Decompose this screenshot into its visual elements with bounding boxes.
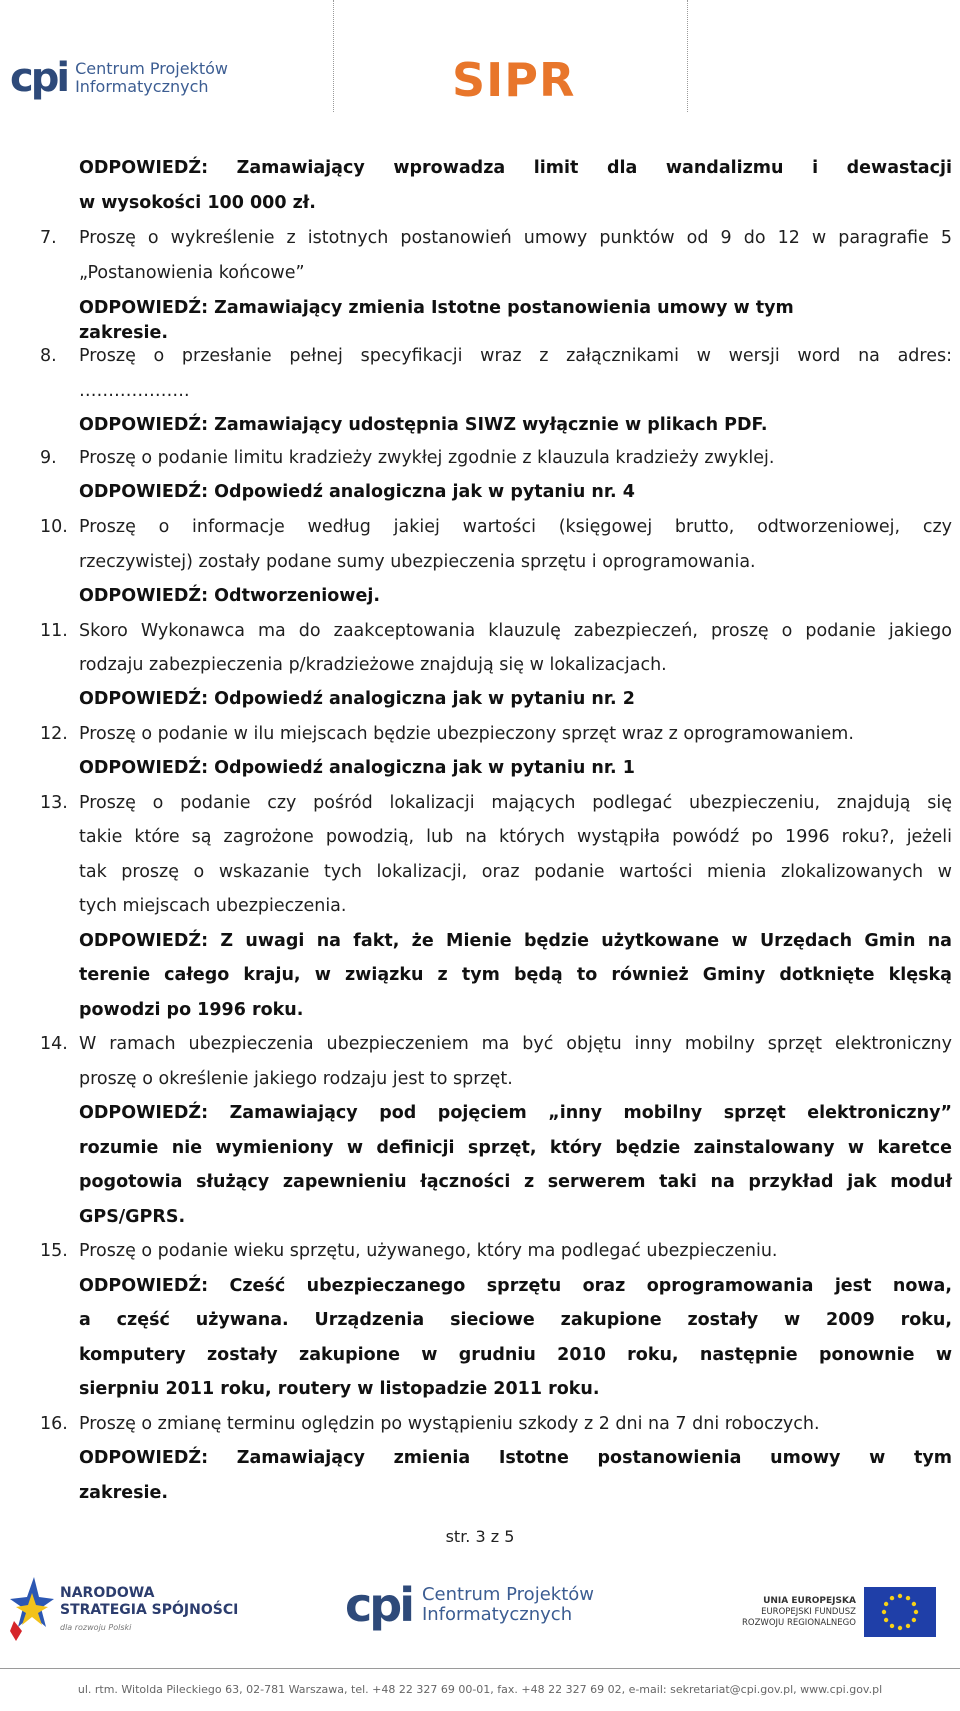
- question-number: 13.: [40, 793, 68, 813]
- eu-star-icon: [898, 1594, 902, 1598]
- question-line: proszę o określenie jakiego rodzaju jest to sprzęt.: [79, 1069, 513, 1089]
- question-number: 15.: [40, 1241, 68, 1261]
- answer-line: w wysokości 100 000 zł.: [79, 193, 316, 213]
- cpi-name-line2: Informatycznych: [75, 77, 209, 96]
- question-line: Proszę o podanie limitu kradzieży zwykłej zgodnie z klauzula kradzieży zwyklej.: [79, 448, 775, 468]
- question-line: Proszę o wykreślenie z istotnych postanowień umowy punktów od 9 do 12 w paragrafie 5: [79, 228, 952, 248]
- question-line: Proszę o podanie czy pośród lokalizacji mających podlegać ubezpieczeniu, znajdują się: [79, 793, 952, 813]
- page-footer: [0, 1565, 960, 1711]
- cpi-logo-text: [75, 60, 228, 96]
- star-icon: [8, 1575, 54, 1645]
- eu-star-icon: [890, 1596, 894, 1600]
- answer-line: ODPOWIEDŹ: Odpowiedź analogiczna jak w pytaniu nr. 1: [79, 758, 635, 778]
- eu-star-icon: [898, 1626, 902, 1630]
- eu-star-icon: [884, 1618, 888, 1622]
- eu-star-icon: [912, 1602, 916, 1606]
- question-line: tych miejscach ubezpieczenia.: [79, 896, 347, 916]
- answer-line: ODPOWIEDŹ: Zamawiający zmienia Istotne postanowienia umowy w tym: [79, 298, 794, 318]
- answer-line: a część używana. Urządzenia sieciowe zakupione zostały w 2009 roku,: [79, 1310, 952, 1330]
- question-line: Proszę o podanie w ilu miejscach będzie ubezpieczony sprzęt wraz z oprogramowaniem.: [79, 724, 854, 744]
- eu-star-icon: [882, 1610, 886, 1614]
- question-number: 12.: [40, 724, 68, 744]
- nss-line2: STRATEGIA SPÓJNOŚCI: [60, 1601, 239, 1618]
- page-header: [0, 0, 960, 115]
- answer-line: ODPOWIEDŹ: Odpowiedź analogiczna jak w pytaniu nr. 4: [79, 482, 635, 502]
- question-line: Proszę o informacje według jakiej wartości (księgowej brutto, odtworzeniowej, czy: [79, 517, 952, 537]
- answer-line: ODPOWIEDŹ: Zamawiający zmienia Istotne postanowienia umowy w tym: [79, 1448, 952, 1468]
- question-line: Skoro Wykonawca ma do zaakceptowania klauzulę zabezpieczeń, proszę o podanie jakiego: [79, 621, 952, 641]
- question-number: 8.: [40, 346, 57, 366]
- answer-line: komputery zostały zakupione w grudniu 2010 roku, następnie ponownie w: [79, 1345, 952, 1365]
- answer-line: ODPOWIEDŹ: Odpowiedź analogiczna jak w pytaniu nr. 2: [79, 689, 635, 709]
- answer-line: ODPOWIEDŹ: Cześć ubezpieczanego sprzętu oraz oprogramowania jest nowa,: [79, 1276, 952, 1296]
- eu-line2: EUROPEJSKI FUNDUSZ: [761, 1606, 856, 1617]
- nss-logo: [8, 1575, 238, 1645]
- question-line: takie które są zagrożone powodzią, lub na których wystąpiła powódź po 1996 roku?, jeżeli: [79, 827, 952, 847]
- question-line: Proszę o podanie wieku sprzętu, używanego, który ma podlegać ubezpieczeniu.: [79, 1241, 778, 1261]
- eu-star-icon: [884, 1602, 888, 1606]
- cpi-logo: [10, 55, 228, 101]
- question-line: Proszę o zmianę terminu oględzin po wystąpieniu szkody z 2 dni na 7 dni roboczych.: [79, 1414, 820, 1434]
- answer-line: rozumie nie wymieniony w definicji sprzęt, który będzie zainstalowany w karetce: [79, 1138, 952, 1158]
- answer-line: sierpniu 2011 roku, routery w listopadzie 2011 roku.: [79, 1379, 600, 1399]
- cpi-footer-mark: cpi: [345, 1578, 412, 1632]
- eu-star-icon: [912, 1618, 916, 1622]
- answer-line: ODPOWIEDŹ: Zamawiający pod pojęciem „inny mobilny sprzęt elektroniczny”: [79, 1103, 952, 1123]
- question-line: rodzaju zabezpieczenia p/kradzieżowe znajdują się w lokalizacjach.: [79, 655, 667, 675]
- cpi-logo-mark: cpi: [10, 55, 68, 101]
- eu-line3: ROZWOJU REGIONALNEGO: [742, 1617, 856, 1628]
- footer-divider: [0, 1668, 960, 1669]
- nss-sub: dla rozwoju Polski: [60, 1622, 132, 1632]
- question-line: ……………….: [79, 381, 190, 401]
- answer-line: GPS/GPRS.: [79, 1207, 186, 1227]
- eu-flag-icon: [864, 1587, 936, 1637]
- question-number: 16.: [40, 1414, 68, 1434]
- cpi-footer-line1: Centrum Projektów: [421, 1584, 594, 1605]
- eu-star-icon: [890, 1624, 894, 1628]
- answer-line: pogotowia służący zapewnieniu łączności z serwerem taki na przykład jak moduł: [79, 1172, 952, 1192]
- question-line: „Postanowienia końcowe”: [79, 263, 305, 283]
- question-number: 10.: [40, 517, 68, 537]
- sipr-logo: SIPR: [452, 53, 576, 107]
- eu-star-icon: [906, 1596, 910, 1600]
- answer-line: zakresie.: [79, 323, 169, 343]
- question-line: W ramach ubezpieczenia ubezpieczeniem ma być objętu inny mobilny sprzęt elektroniczny: [79, 1034, 952, 1054]
- cpi-name-line1: Centrum Projektów: [75, 59, 228, 78]
- footer-address: ul. rtm. Witolda Pileckiego 63, 02-781 Warszawa, tel. +48 22 327 69 00-01, fax. +48 22 327 69 02, e-mail: sekretariat@cpi.gov.pl, www.cpi.gov.pl: [77, 1683, 883, 1696]
- eu-logo: [742, 1587, 936, 1637]
- question-number: 14.: [40, 1034, 68, 1054]
- eu-star-icon: [914, 1610, 918, 1614]
- cpi-footer-text: [422, 1585, 594, 1625]
- answer-line: ODPOWIEDŹ: Z uwagi na fakt, że Mienie będzie użytkowane w Urzędach Gmin na: [79, 931, 952, 951]
- eu-line1: UNIA EUROPEJSKA: [763, 1595, 856, 1606]
- eu-logo-text: [742, 1596, 856, 1629]
- question-number: 9.: [40, 448, 57, 468]
- header-divider: [687, 0, 688, 112]
- question-line: tak proszę o wskazanie tych lokalizacji, oraz podanie wartości mienia zlokalizowanych w: [79, 862, 952, 882]
- question-line: rzeczywistej) zostały podane sumy ubezpieczenia sprzętu i oprogramowania.: [79, 552, 756, 572]
- answer-line: terenie całego kraju, w związku z tym będą to również Gminy dotknięte klęską: [79, 965, 952, 985]
- answer-line: ODPOWIEDŹ: Odtworzeniowej.: [79, 586, 380, 606]
- cpi-footer-logo: [345, 1578, 594, 1632]
- answer-line: zakresie.: [79, 1483, 169, 1503]
- cpi-footer-line2: Informatycznych: [421, 1604, 573, 1625]
- eu-star-icon: [906, 1624, 910, 1628]
- header-divider: [333, 0, 334, 112]
- page-number: str. 3 z 5: [445, 1527, 515, 1546]
- answer-line: ODPOWIEDŹ: Zamawiający wprowadza limit dla wandalizmu i dewastacji: [79, 158, 952, 178]
- nss-line1: NARODOWA: [60, 1584, 155, 1601]
- answer-line: powodzi po 1996 roku.: [79, 1000, 304, 1020]
- answer-line: ODPOWIEDŹ: Zamawiający udostępnia SIWZ wyłącznie w plikach PDF.: [79, 415, 768, 435]
- question-number: 7.: [40, 228, 57, 248]
- nss-logo-text: [60, 1585, 238, 1636]
- question-number: 11.: [40, 621, 68, 641]
- question-line: Proszę o przesłanie pełnej specyfikacji wraz z załącznikami w wersji word na adres:: [79, 346, 952, 366]
